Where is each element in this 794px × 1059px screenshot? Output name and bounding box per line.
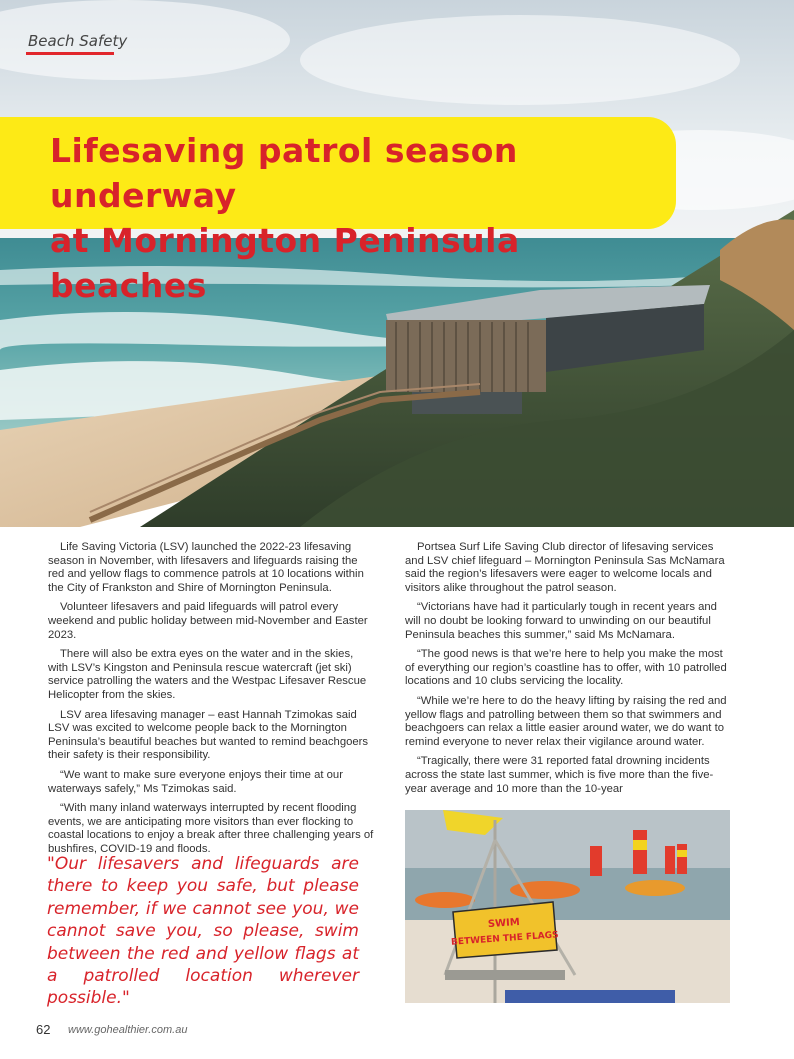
paragraph: “With many inland waterways interrupted by recent flooding events, we are anticipating more visitors than ever flocking to coastal locations to enjoy a break after three challenging years of bushfires, COVID-19 and floods.: [48, 802, 374, 855]
paragraph: LSV area lifesaving manager – east Hannah Tzimokas said LSV was excited to welcome people back to the Mornington Peninsula’s beautiful beaches but wanted to remind beachgoers their safety is their responsibility.: [48, 708, 369, 762]
section-tag-underline: [26, 52, 114, 55]
paragraph: “While we’re here to do the heavy lifting by raising the red and yellow flags and patrolling between them so that swimmers and beachgoers can relax a little easier around water, we do want to remind everyone to never relax their vigilance around water.: [405, 694, 727, 748]
paragraph: Portsea Surf Life Saving Club director of lifesaving services and LSV chief lifeguard – Mornington Peninsula Sas McNamara said the region’s lifesavers were eager to welcome locals and visitors alike throughout the patrol season.: [405, 541, 725, 594]
footer-url: www.gohealthier.com.au: [68, 1024, 188, 1036]
section-tag: Beach Safety: [28, 32, 128, 50]
article-column-left: [48, 541, 374, 862]
beach-flags-photo-illustration: [405, 810, 730, 1003]
paragraph: “Tragically, there were 31 reported fatal drowning incidents across the state last summer, which is five more than the five-year average and 10 more than the 10-year: [405, 755, 714, 795]
paragraph: “Victorians have had it particularly tough in recent years and will no doubt be looking forward to unwinding on our beautiful Peninsula beaches this summer,” said Ms McNamara.: [405, 601, 717, 641]
paragraph: There will also be extra eyes on the water and in the skies, with LSV’s Kingston and Peninsula rescue watercraft (jet ski) service patrolling the waters and the Westpac Lifesaver Rescue Helicopter from the skies.: [48, 648, 367, 701]
beach-flags-photo: [405, 810, 730, 1003]
flag-sign-line-1: SWIM: [487, 916, 521, 931]
page-number: 62: [36, 1022, 51, 1037]
headline-line-1: Lifesaving patrol season underway: [50, 131, 518, 215]
headline-line-2: at Mornington Peninsula beaches: [50, 221, 520, 305]
article-column-right: [405, 541, 735, 802]
headline: [50, 128, 680, 308]
pull-quote: "Our lifesavers and lifeguards are there to keep you safe, but please remember, if we cannot see you, we cannot save you, so please, swim between the red and yellow flags at a patrolled location wherever possible.": [47, 854, 359, 1009]
paragraph: Volunteer lifesavers and paid lifeguards will patrol every weekend and public holiday between mid-November and Easter 2023.: [48, 601, 368, 641]
paragraph: “The good news is that we’re here to help you make the most of everything our region’s coastline has to offer, with 10 patrolled locations and 10 clubs servicing the locality.: [405, 648, 727, 688]
flag-sign-line-2: BETWEEN THE FLAGS: [450, 930, 559, 948]
paragraph: “We want to make sure everyone enjoys their time at our waterways safely,” Ms Tzimokas said.: [48, 768, 343, 795]
paragraph: Life Saving Victoria (LSV) launched the 2022-23 lifesaving season in November, with lifesavers and lifeguards raising the red and yellow flags to commence patrols at 10 locations within the City of Frankston and Shire of Mornington Peninsula.: [48, 541, 364, 594]
